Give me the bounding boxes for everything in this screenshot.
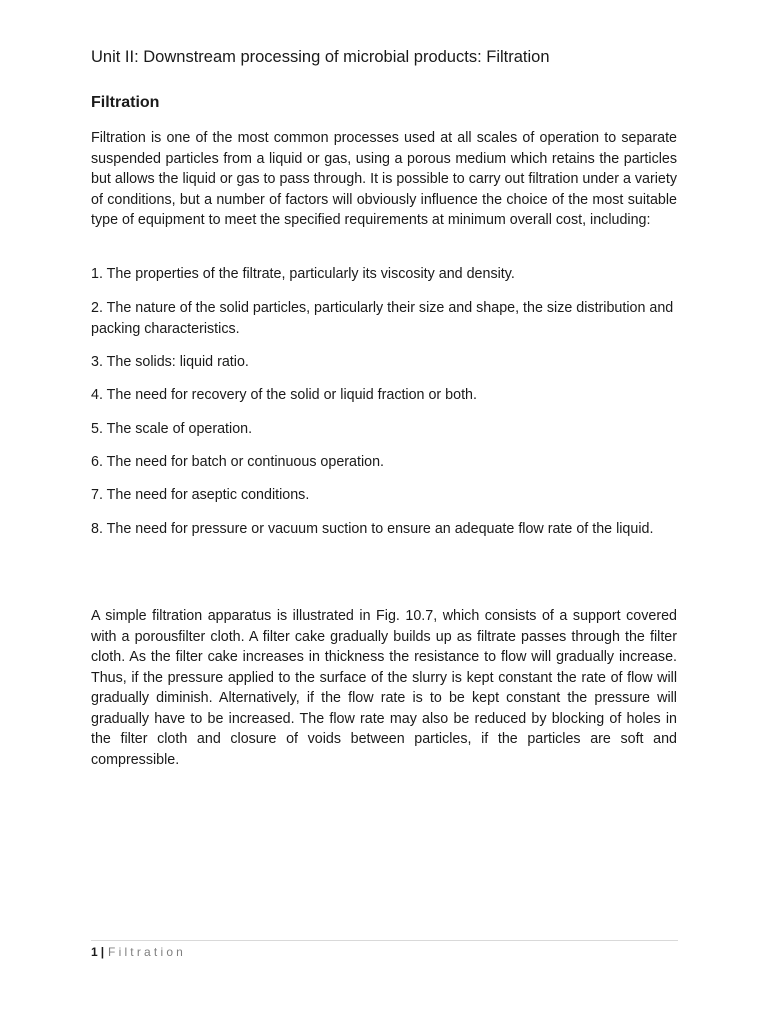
factor-item-5: 5. The scale of operation. [91, 421, 253, 437]
unit-title: Unit II: Downstream processing of microbial products: Filtration [91, 48, 550, 66]
factor-item-4: 4. The need for recovery of the solid or liquid fraction or both. [91, 387, 477, 403]
footer-separator: | [100, 945, 105, 959]
section-heading: Filtration [91, 94, 160, 111]
intro-paragraph: Filtration is one of the most common processes used at all scales of operation to separate suspended particles from a liquid or gas, using a porous medium which retains the particles but allows the liquid or gas to pass through. It is possible to carry out filtration under a variety of conditions, but a number of factors will obviously influence the choice of the most suitable type of equipment to meet the specified requirements at minimum overall cost, including: [91, 130, 677, 228]
factor-item-1: 1. The properties of the filtrate, particularly its viscosity and density. [91, 266, 515, 282]
factor-item-3: 3. The solids: liquid ratio. [91, 354, 249, 370]
factor-item-7: 7. The need for aseptic conditions. [91, 487, 310, 503]
factor-item-2: 2. The nature of the solid particles, particularly their size and shape, the size distribution and packing characteristics. [91, 300, 674, 337]
page-footer [91, 944, 186, 960]
footer-divider [91, 940, 678, 941]
factor-item-8: 8. The need for pressure or vacuum suction to ensure an adequate flow rate of the liquid. [91, 521, 654, 537]
footer-label: Filtration [108, 945, 187, 959]
page-number: 1 [91, 945, 98, 959]
apparatus-paragraph: A simple filtration apparatus is illustrated in Fig. 10.7, which consists of a support covered with a porousfilter cloth. A filter cake gradually builds up as filtrate passes through the filter cloth. As the filter cake increases in thickness the resistance to flow will gradually increase. Thus, if the pressure applied to the surface of the slurry is kept constant the rate of flow will gradually diminish. Alternatively, if the flow rate is to be kept constant the pressure will gradually have to be increased. The flow rate may also be reduced by blocking of holes in the filter cloth and closure of voids between particles, if the particles are soft and compressible. [91, 608, 677, 768]
factor-item-6: 6. The need for batch or continuous operation. [91, 454, 385, 470]
